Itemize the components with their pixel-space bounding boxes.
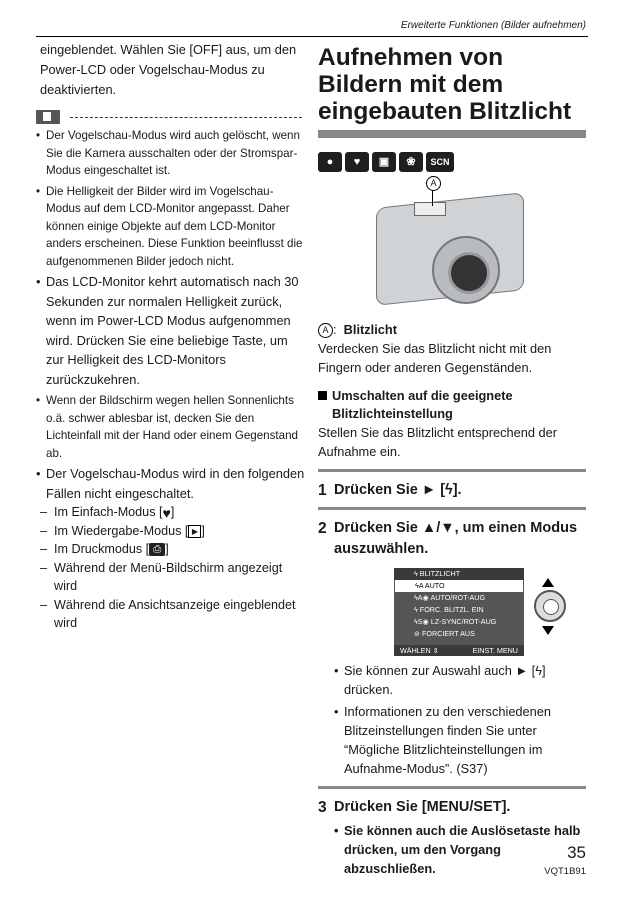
note-item: • Das LCD-Monitor kehrt automatisch nach 30 Sekunden zur normalen Helligkeit zurück, wenn im Power-LCD Modus aufgenommen wird. Drücken Sie eine beliebige Taste, um zur Helligkeit des LCD-Monitors zurückzukehren. xyxy=(36,272,306,389)
title-bar xyxy=(318,130,586,138)
header-rule xyxy=(36,36,588,37)
step3-note: • Sie können auch die Auslösetaste halb drücken, um den Vorgang abzuschließen. xyxy=(318,821,586,878)
flash-label: A : Blitzlicht xyxy=(318,320,586,339)
exception-item: – Im Einfach-Modus [♥] xyxy=(40,503,306,522)
simple-mode-icon: ♥ xyxy=(345,152,369,172)
printer-icon: ⎙ xyxy=(149,543,165,556)
mode-icons xyxy=(318,152,586,172)
exception-list xyxy=(36,503,306,633)
left-column xyxy=(36,40,306,633)
flash-menu-illustration xyxy=(318,568,586,658)
flash-text: Verdecken Sie das Blitzlicht nicht mit den Fingern oder anderen Gegenständen. xyxy=(318,341,552,375)
callout-mark: A xyxy=(318,323,333,338)
menu-title: ϟ BLITZLICHT xyxy=(394,568,524,580)
subsection-text: Stellen Sie das Blitzlicht entsprechend der Aufnahme ein. xyxy=(318,425,558,459)
step-2: 2 Drücken Sie ▲/▼, um einen Modus auszuwählen. xyxy=(318,520,578,557)
menu-option: ϟA AUTO xyxy=(395,580,523,592)
section-title: Aufnehmen von Bildern mit dem eingebauten Blitzlicht xyxy=(318,44,572,125)
exception-item: – Während der Menü-Bildschirm angezeigt wird xyxy=(40,559,306,596)
right-column xyxy=(318,40,586,878)
step-1: 1 Drücken Sie ► [ϟ]. xyxy=(318,482,462,499)
menu-option: ⊘ FORCIERT AUS xyxy=(414,629,475,638)
lens xyxy=(448,252,490,294)
note-icon xyxy=(36,110,60,124)
up-arrow-icon xyxy=(542,578,554,587)
note-item: • Die Helligkeit der Bilder wird im Vogelschau-Modus auf dem LCD-Monitor angepasst. Daher können einige Objekte auf dem LCD-Monitor anders erscheinen. Diese Funktion beeinflusst die aufgenommenen Bilder jedoch nicht. xyxy=(36,183,306,271)
notes-header xyxy=(36,110,306,124)
step-divider xyxy=(318,469,586,472)
exception-item: – Im Wiedergabe-Modus [ ▶ ] xyxy=(40,522,306,541)
page-number: 35 xyxy=(567,843,586,862)
down-arrow-icon xyxy=(542,626,554,635)
running-header: Erweiterte Funktionen (Bilder aufnehmen) xyxy=(400,20,586,31)
callout-line xyxy=(432,190,433,206)
step-3: 3 Drücken Sie [MENU/SET]. xyxy=(318,799,511,816)
flower-mode-icon: ❀ xyxy=(399,152,423,172)
subsection-head: Umschalten auf die geeignete Blitzlichteinstellung xyxy=(318,387,586,423)
dpad-icon xyxy=(534,590,566,622)
scene-mode-icon: SCN xyxy=(426,152,454,172)
menu-footer: WÄHLEN ⇕ EINST. MENU xyxy=(394,645,524,656)
note-item: • Der Vogelschau-Modus wird auch gelöscht, wenn Sie die Kamera ausschalten oder der Stromspar-Modus eingeschaltet ist. xyxy=(36,127,306,180)
camera-illustration xyxy=(318,176,586,316)
intro-text: eingeblendet. Wählen Sie [OFF] aus, um den Power-LCD oder Vogelschau-Modus zu deaktivierten. xyxy=(40,42,297,97)
menu-option: ϟA◉ AUTO/ROT-AUG xyxy=(414,593,486,602)
macro-mode-icon: ▣ xyxy=(372,152,396,172)
normal-mode-icon: ● xyxy=(318,152,342,172)
heart-icon: ♥ xyxy=(162,504,171,521)
exception-item: – Im Druckmodus [ ⎙ ] xyxy=(40,540,306,559)
menu-option: ϟS◉ LZ-SYNC/ROT-AUG xyxy=(414,617,497,626)
document-code: VQT1B91 xyxy=(544,866,586,877)
exception-item: – Während die Ansichtsanzeige eingeblendet wird xyxy=(40,596,306,633)
step2-note: • Sie können zur Auswahl auch ► [ϟ] drücken. xyxy=(318,661,586,699)
menu-option: ϟ FORC. BLITZL. EIN xyxy=(414,605,484,614)
flash-menu-screen xyxy=(394,568,524,656)
dashed-rule xyxy=(70,117,302,118)
step-divider xyxy=(318,786,586,789)
callout-a: A xyxy=(426,176,441,191)
step2-note: • Informationen zu den verschiedenen Blitzeinstellungen finden Sie unter “Mögliche Blitzlichteinstellungen im Aufnahme-Modus”. (S37) xyxy=(318,702,586,778)
flash-window xyxy=(414,202,446,216)
note-item: • Wenn der Bildschirm wegen hellen Sonnenlichts o.ä. schwer ablesbar ist, decken Sie den Lichteinfall mit der Hand oder einem Gegenstand ab. xyxy=(36,392,306,462)
play-icon: ▶ xyxy=(188,525,201,538)
note-item: • Der Vogelschau-Modus wird in den folgenden Fällen nicht eingeschaltet. xyxy=(36,464,306,503)
step-divider xyxy=(318,507,586,510)
